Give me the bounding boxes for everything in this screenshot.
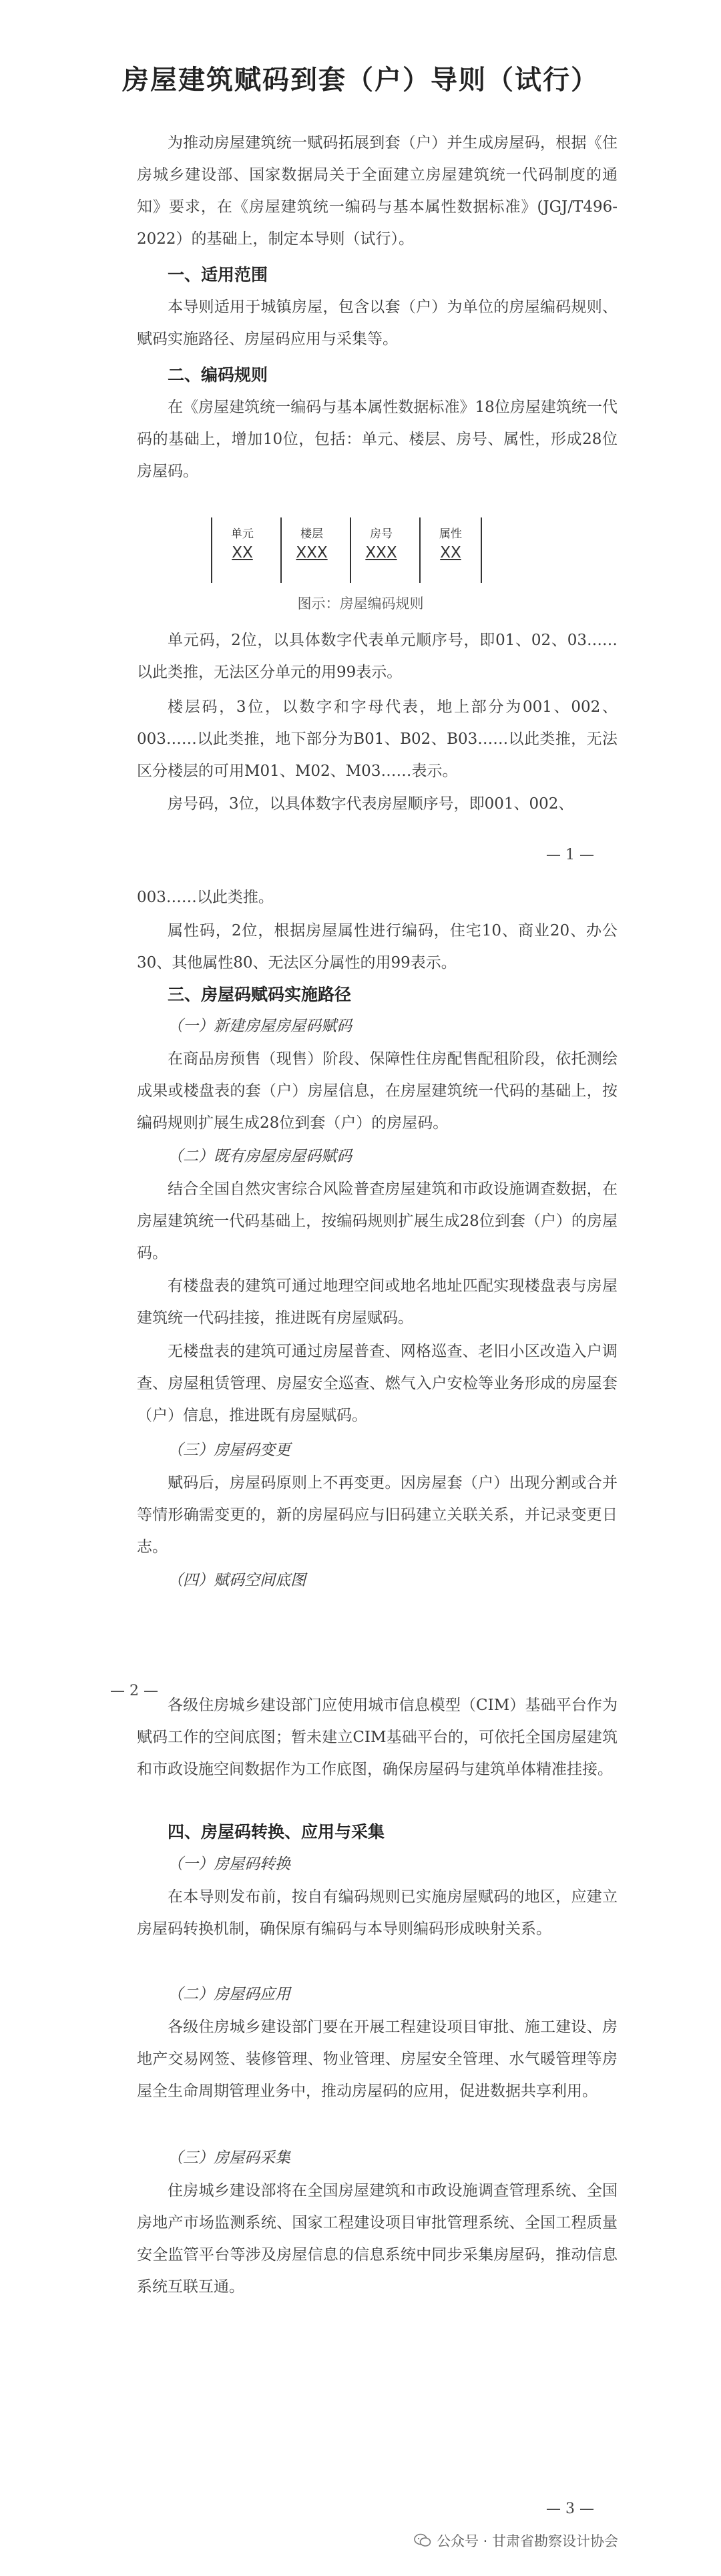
subheading-collection: （三）房屋码采集 — [168, 2149, 290, 2167]
application-paragraph: 各级住房城乡建设部门要在开展工程建设项目审批、施工建设、房地产交易网签、装修管理、物业管理、房屋安全管理、水气暖管理等房屋全生命周期管理业务中，推动房屋码的应用，促进数据共享利用。 — [137, 2018, 618, 2100]
unit-code-paragraph: 单元码，2位，以具体数字代表单元顺序号，即01、02、03……以此类推，无法区分单元的用99表示。 — [137, 632, 618, 681]
existing-houses-paragraph-2: 有楼盘表的建筑可通过地理空间或地名地址匹配实现楼盘表与房屋建筑统一代码挂接，推进既有房屋赋码。 — [137, 1277, 618, 1327]
room-code-paragraph-part2: 003……以此类推。 — [137, 889, 274, 906]
segment-label: 房号 — [370, 527, 393, 541]
scope-paragraph: 本导则适用于城镇房屋，包含以套（户）为单位的房屋编码规则、赋码实施路径、房屋码应用与采集等。 — [137, 298, 618, 348]
collection-paragraph: 住房城乡建设部将在全国房屋建筑和市政设施调查管理系统、全国房地产市场监测系统、国家工程建设项目审批管理系统、全国工程质量安全监管平台等涉及房屋信息的信息系统中同步采集房屋码，推动信息系统互联互通。 — [137, 2182, 618, 2296]
diagram-caption: 图示：房屋编码规则 — [297, 596, 424, 612]
conversion-paragraph: 在本导则发布前，按自有编码规则已实施房屋赋码的地区，应建立房屋码转换机制，确保原有编码与本导则编码形成映射关系。 — [137, 1888, 618, 1938]
intro-paragraph: 为推动房屋建筑统一赋码拓展到套（户）并生成房屋码，根据《住房城乡建设部、国家数据局关于全面建立房屋建筑统一代码制度的通知》要求，在《房屋建筑统一编码与基本属性数据标准》(JGJ/T496-2022）的基础上，制定本导则（试行）。 — [137, 134, 618, 248]
existing-houses-paragraph-1: 结合全国自然灾害综合风险普查房屋建筑和市政设施调查数据，在房屋建筑统一代码基础上，按编码规则扩展生成28位到套（户）的房屋码。 — [137, 1180, 618, 1262]
existing-houses-paragraph-3: 无楼盘表的建筑可通过房屋普查、网格巡查、老旧小区改造入户调查、房屋租赁管理、房屋安全巡查、燃气入户安检等业务形成的房屋套（户）信息，推进既有房屋赋码。 — [137, 1343, 618, 1424]
segment-label: 楼层 — [300, 527, 323, 541]
section-heading-scope: 一、适用范围 — [168, 265, 268, 284]
new-houses-paragraph: 在商品房预售（现售）阶段、保障性住房配售配租阶段，依托测绘成果或楼盘表的套（户）房屋信息，在房屋建筑统一代码的基础上，按编码规则扩展生成28位到套（户）的房屋码。 — [137, 1050, 618, 1132]
diagram-segment-attribute — [419, 517, 482, 583]
coding-rules-paragraph: 在《房屋建筑统一编码与基本属性数据标准》18位房屋建筑统一代码的基础上，增加10位，包括：单元、楼层、房号、属性，形成28位房屋码。 — [137, 399, 618, 480]
diagram-segment-room — [350, 517, 411, 583]
page-number-2: — 2 — — [110, 1683, 158, 1699]
segment-code: XXX — [365, 544, 397, 562]
subheading-base-map: （四）赋码空间底图 — [168, 1572, 306, 1589]
watermark-text: 公众号 · 甘肃省勘察设计协会 — [437, 2533, 619, 2549]
diagram-segment-unit — [211, 517, 272, 583]
floor-code-paragraph: 楼层码，3位，以数字和字母代表，地上部分为001、002、003……以此类推，地下部分为B01、B02、B03……以此类推，无法区分楼层的可用M01、M02、M03……表示。 — [137, 698, 618, 780]
coding-rules-diagram — [211, 517, 571, 584]
subheading-code-change: （三）房屋码变更 — [168, 1442, 290, 1459]
subheading-conversion: （一）房屋码转换 — [168, 1856, 290, 1873]
watermark — [414, 2531, 618, 2551]
subheading-existing-houses: （二）既有房屋房屋码赋码 — [168, 1148, 352, 1165]
page-number-1: — 1 — — [546, 847, 594, 863]
segment-code: XXX — [296, 544, 328, 562]
base-map-paragraph: 各级住房城乡建设部门应使用城市信息模型（CIM）基础平台作为赋码工作的空间底图；暂未建立CIM基础平台的，可依托全国房屋建筑和市政设施空间数据作为工作底图，确保房屋码与建筑单体精准挂接。 — [137, 1697, 618, 1778]
subheading-application: （二）房屋码应用 — [168, 1986, 290, 2003]
segment-label: 属性 — [439, 527, 462, 541]
diagram-segment-floor — [280, 517, 342, 583]
section-heading-coding-rules: 二、编码规则 — [168, 365, 268, 385]
section-heading-application: 四、房屋码转换、应用与采集 — [168, 1822, 385, 1842]
attribute-code-paragraph: 属性码，2位，根据房屋属性进行编码，住宅10、商业20、办公30、其他属性80、无法区分属性的用99表示。 — [137, 922, 618, 972]
code-change-paragraph: 赋码后，房屋码原则上不再变更。因房屋套（户）出现分割或合并等情形确需变更的，新的房屋码应与旧码建立关联关系，并记录变更日志。 — [137, 1474, 618, 1556]
room-code-paragraph-part1: 房号码，3位，以具体数字代表房屋顺序号，即001、002、 — [168, 795, 574, 813]
segment-code: XX — [440, 544, 461, 562]
section-heading-implementation: 三、房屋码赋码实施路径 — [168, 985, 352, 1004]
document-title: 房屋建筑赋码到套（户）导则（试行） — [122, 65, 599, 95]
segment-code: XX — [232, 544, 253, 562]
page-number-3: — 3 — — [546, 2501, 594, 2517]
wechat-icon — [414, 2533, 431, 2548]
subheading-new-houses: （一）新建房屋房屋码赋码 — [168, 1018, 352, 1035]
segment-label: 单元 — [231, 527, 254, 541]
